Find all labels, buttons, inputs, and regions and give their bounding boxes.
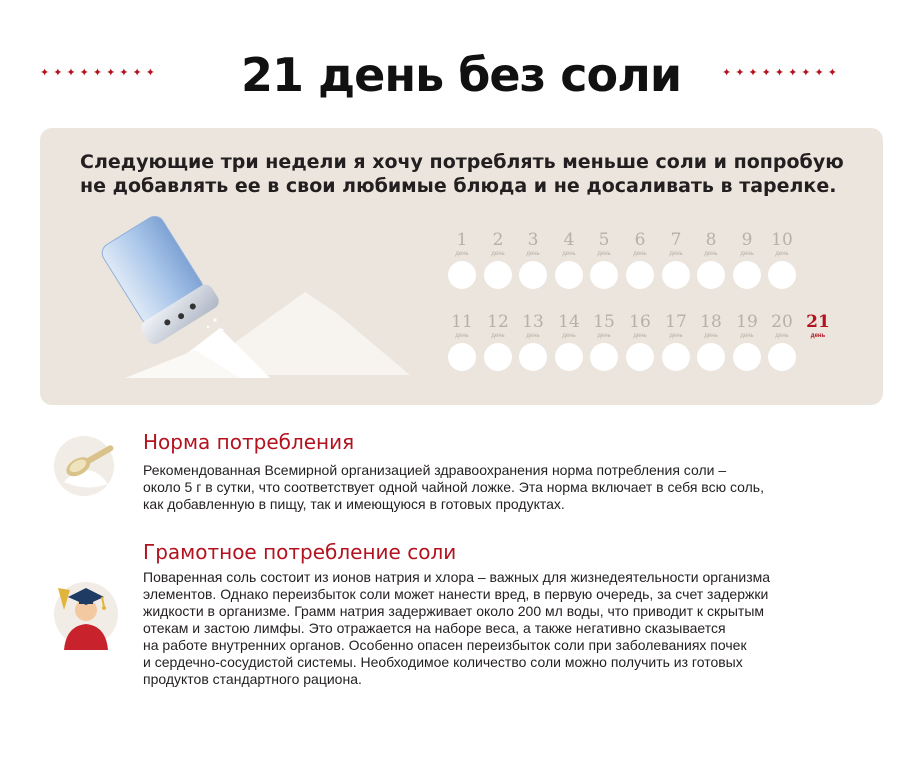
- day-cell-19: [731, 312, 763, 371]
- day-cell-21: [802, 312, 834, 340]
- day-cell-11: [446, 312, 478, 371]
- day-label: день: [455, 251, 469, 257]
- day-number: 19: [736, 312, 758, 332]
- day-checkbox: [662, 343, 690, 371]
- day-number: 8: [705, 230, 717, 250]
- text-line: отекам и застою лимфы. Это отражается на наборе веса, а также негативно сказывается: [143, 620, 726, 636]
- day-number: 15: [593, 312, 615, 332]
- day-number: 17: [665, 312, 687, 332]
- day-cell-4: [553, 230, 585, 289]
- text-line: продуктов стандартного рациона.: [143, 671, 362, 687]
- day-label: день: [562, 333, 576, 339]
- intro-text: [80, 150, 860, 198]
- day-label: день: [669, 251, 683, 257]
- text-line: и сердечно-сосудистой системы. Необходимое количество соли можно получить из готовых: [143, 654, 743, 670]
- ornament-right: ✦✦✦✦✦✦✦✦✦: [722, 67, 841, 79]
- day-checkbox: [768, 343, 796, 371]
- text-line: на работе внутренних органов. Особенно опасен переизбыток соли при заболеваниях почек: [143, 637, 747, 653]
- day-checkbox: [484, 343, 512, 371]
- day-checkbox: [448, 261, 476, 289]
- intro-line: не добавлять ее в свои любимые блюда и не досаливать в тарелке.: [80, 175, 837, 197]
- text-line: как добавленную в пищу, так и имеющуюся в готовых продуктах.: [143, 496, 565, 512]
- section-text-norm: [143, 462, 903, 513]
- day-cell-18: [695, 312, 727, 371]
- text-line: Рекомендованная Всемирной организацией здравоохранения норма потребления соли –: [143, 462, 727, 478]
- day-number: 13: [522, 312, 544, 332]
- day-checkbox: [626, 261, 654, 289]
- day-checkbox: [768, 261, 796, 289]
- section-title-consumption: Грамотное потребление соли: [143, 540, 457, 564]
- day-checkbox: [733, 261, 761, 289]
- day-label: день: [597, 333, 611, 339]
- text-line: Поваренная соль состоит из ионов натрия и хлора – важных для жизнедеятельности организма: [143, 569, 771, 585]
- day-cell-2: [482, 230, 514, 289]
- intro-line: Следующие три недели я хочу потреблять меньше соли и попробую: [80, 151, 844, 173]
- day-number: 4: [563, 230, 575, 250]
- day-cell-7: [660, 230, 692, 289]
- page-title: 21 день без соли: [240, 48, 682, 102]
- day-label: день: [633, 251, 647, 257]
- text-line: жидкости в организме. Грамм натрия задерживает около 200 мл воды, что приводит к скрытым: [143, 603, 765, 619]
- day-checkbox: [626, 343, 654, 371]
- ornament-left: ✦✦✦✦✦✦✦✦✦: [40, 67, 159, 79]
- text-line: около 5 г в сутки, что соответствует одной чайной ложке. Эта норма включает в себя всю соль,: [143, 479, 764, 495]
- day-cell-17: [660, 312, 692, 371]
- day-number: 21: [806, 312, 830, 332]
- day-label: день: [455, 333, 469, 339]
- teaspoon-salt-icon: [46, 430, 126, 502]
- day-label: день: [597, 251, 611, 257]
- day-number: 1: [456, 230, 468, 250]
- day-cell-10: [766, 230, 798, 289]
- day-cell-1: [446, 230, 478, 289]
- day-checkbox: [697, 343, 725, 371]
- day-label: день: [669, 333, 683, 339]
- day-number: 3: [527, 230, 539, 250]
- day-checkbox: [662, 261, 690, 289]
- day-number: 10: [771, 230, 793, 250]
- section-title-norm: Норма потребления: [143, 430, 355, 454]
- day-checkbox: [484, 261, 512, 289]
- day-cell-14: [553, 312, 585, 371]
- day-checkbox: [590, 261, 618, 289]
- salt-shaker-illustration: [100, 200, 420, 385]
- day-checkbox: [697, 261, 725, 289]
- day-number: 7: [670, 230, 682, 250]
- day-cell-16: [624, 312, 656, 371]
- day-label: день: [633, 333, 647, 339]
- day-number: 6: [634, 230, 646, 250]
- day-label: день: [562, 251, 576, 257]
- day-checkbox: [590, 343, 618, 371]
- graduate-person-icon: [50, 572, 126, 652]
- day-cell-15: [588, 312, 620, 371]
- day-checkbox: [519, 343, 547, 371]
- day-cell-9: [731, 230, 763, 289]
- day-checkbox: [448, 343, 476, 371]
- day-label: день: [704, 333, 718, 339]
- day-number: 9: [741, 230, 753, 250]
- day-label: день: [740, 251, 754, 257]
- day-cell-5: [588, 230, 620, 289]
- section-text-consumption: [143, 569, 903, 688]
- day-number: 11: [451, 312, 473, 332]
- day-number: 5: [598, 230, 610, 250]
- day-checkbox: [519, 261, 547, 289]
- day-label: день: [704, 251, 718, 257]
- day-number: 14: [558, 312, 580, 332]
- day-label: день: [526, 251, 540, 257]
- day-label: день: [526, 333, 540, 339]
- day-number: 16: [629, 312, 651, 332]
- text-line: элементов. Однако переизбыток соли может нанести вред, в первую очередь, за счет задержки: [143, 586, 769, 602]
- day-label: день: [810, 333, 826, 339]
- day-cell-13: [517, 312, 549, 371]
- day-label: день: [775, 251, 789, 257]
- day-number: 12: [487, 312, 509, 332]
- day-checkbox: [733, 343, 761, 371]
- day-cell-8: [695, 230, 727, 289]
- day-cell-3: [517, 230, 549, 289]
- day-number: 18: [700, 312, 722, 332]
- day-label: день: [740, 333, 754, 339]
- day-number: 2: [492, 230, 504, 250]
- day-checkbox: [555, 343, 583, 371]
- day-label: день: [491, 251, 505, 257]
- day-label: день: [491, 333, 505, 339]
- day-cell-6: [624, 230, 656, 289]
- day-label: день: [775, 333, 789, 339]
- day-cell-12: [482, 312, 514, 371]
- day-checkbox: [555, 261, 583, 289]
- day-cell-20: [766, 312, 798, 371]
- day-number: 20: [771, 312, 793, 332]
